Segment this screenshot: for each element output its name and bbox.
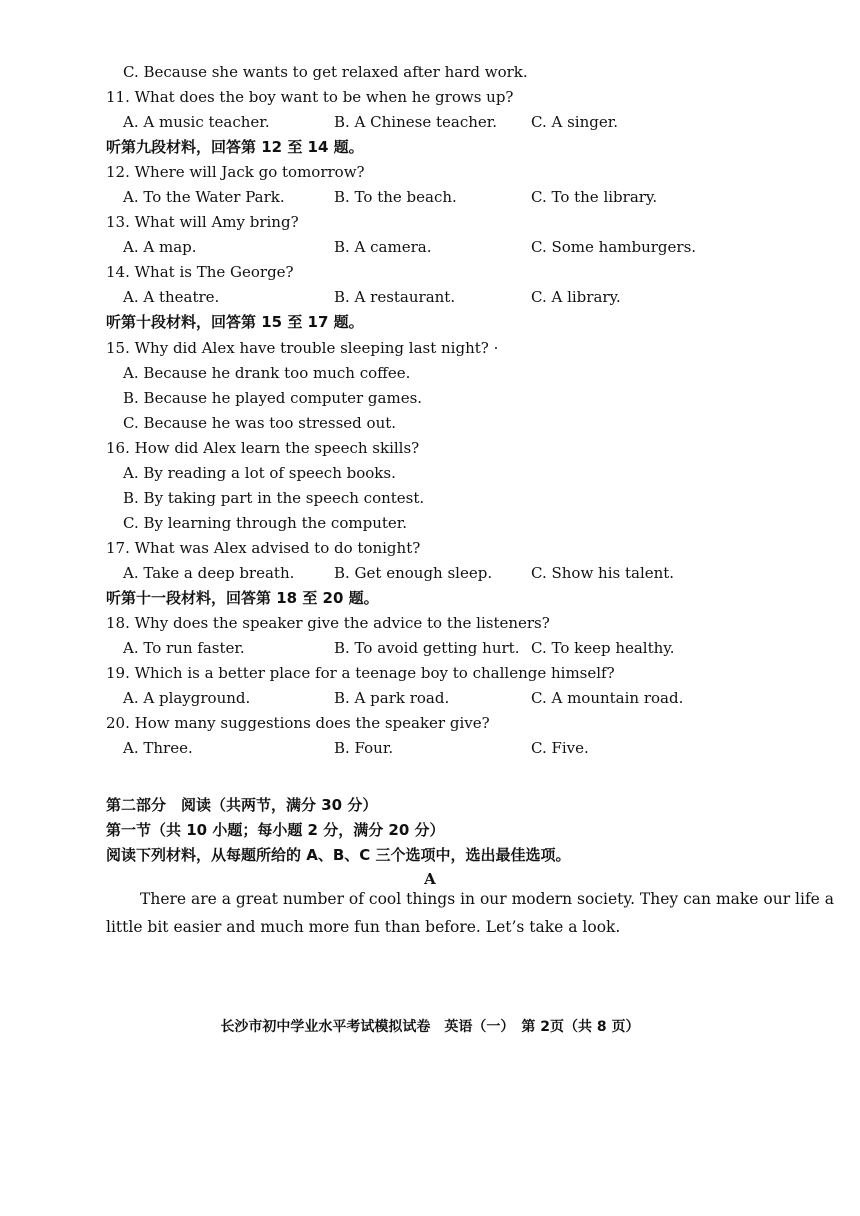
page-footer: 长沙市初中学业水平考试模拟试卷 英语（一） 第 2页（共 8 页）: [220, 1019, 640, 1035]
part-2-title: 第二部分 阅读（共两节，满分 30 分）: [106, 796, 378, 814]
q11-option-c: C. A singer.: [531, 113, 619, 131]
q12-option-a: A. To the Water Park.: [123, 188, 285, 206]
passage-label: A: [424, 870, 436, 888]
q19-option-a: A. A playground.: [123, 689, 251, 707]
q13-option-c: C. Some hamburgers.: [531, 238, 697, 256]
q19-option-b: B. A park road.: [334, 689, 450, 707]
q11-stem: 11. What does the boy want to be when he grows up?: [106, 88, 514, 106]
q14-option-b: B. A restaurant.: [334, 288, 456, 306]
section-10-heading: 听第十段材料，回答第 15 至 17 题。: [106, 313, 364, 331]
q18-option-b: B. To avoid getting hurt.: [334, 639, 520, 657]
q15-option-a: A. Because he drank too much coffee.: [123, 364, 411, 382]
section-11-heading: 听第十一段材料，回答第 18 至 20 题。: [106, 589, 379, 607]
q17-option-a: A. Take a deep breath.: [123, 564, 295, 582]
passage-line-1: There are a great number of cool things in our modern society. They can make our life a: [140, 890, 835, 908]
q10-option-c: C. Because she wants to get relaxed after hard work.: [123, 63, 528, 81]
q12-stem: 12. Where will Jack go tomorrow?: [106, 163, 365, 181]
q18-stem: 18. Why does the speaker give the advice to the listeners?: [106, 614, 550, 632]
q18-option-a: A. To run faster.: [123, 639, 245, 657]
q17-option-c: C. Show his talent.: [531, 564, 675, 582]
q17-option-b: B. Get enough sleep.: [334, 564, 493, 582]
q14-option-a: A. A theatre.: [123, 288, 220, 306]
passage-line-2: little bit easier and much more fun than before. Let’s take a look.: [106, 918, 621, 936]
q20-option-a: A. Three.: [123, 739, 193, 757]
q14-stem: 14. What is The George?: [106, 263, 294, 281]
part-2-instruction: 阅读下列材料，从每题所给的 A、B、C 三个选项中，选出最佳选项。: [106, 846, 571, 864]
q16-option-c: C. By learning through the computer.: [123, 514, 408, 532]
q16-option-a: A. By reading a lot of speech books.: [123, 464, 396, 482]
q15-option-c: C. Because he was too stressed out.: [123, 414, 397, 432]
section-9-heading: 听第九段材料，回答第 12 至 14 题。: [106, 138, 364, 156]
q12-option-b: B. To the beach.: [334, 188, 457, 206]
q16-option-b: B. By taking part in the speech contest.: [123, 489, 425, 507]
q20-option-b: B. Four.: [334, 739, 394, 757]
part-2-section-1: 第一节（共 10 小题；每小题 2 分，满分 20 分）: [106, 821, 445, 839]
q14-option-c: C. A library.: [531, 288, 621, 306]
q11-option-b: B. A Chinese teacher.: [334, 113, 498, 131]
q20-option-c: C. Five.: [531, 739, 589, 757]
q13-option-a: A. A map.: [123, 238, 197, 256]
q18-option-c: C. To keep healthy.: [531, 639, 675, 657]
q19-option-c: C. A mountain road.: [531, 689, 684, 707]
q11-option-a: A. A music teacher.: [123, 113, 270, 131]
q12-option-c: C. To the library.: [531, 188, 658, 206]
q16-stem: 16. How did Alex learn the speech skills?: [106, 439, 420, 457]
q17-stem: 17. What was Alex advised to do tonight?: [106, 539, 421, 557]
q13-option-b: B. A camera.: [334, 238, 432, 256]
q15-stem: 15. Why did Alex have trouble sleeping last night? ·: [106, 339, 499, 357]
q15-option-b: B. Because he played computer games.: [123, 389, 423, 407]
q13-stem: 13. What will Amy bring?: [106, 213, 299, 231]
q19-stem: 19. Which is a better place for a teenage boy to challenge himself?: [106, 664, 615, 682]
q20-stem: 20. How many suggestions does the speaker give?: [106, 714, 490, 732]
